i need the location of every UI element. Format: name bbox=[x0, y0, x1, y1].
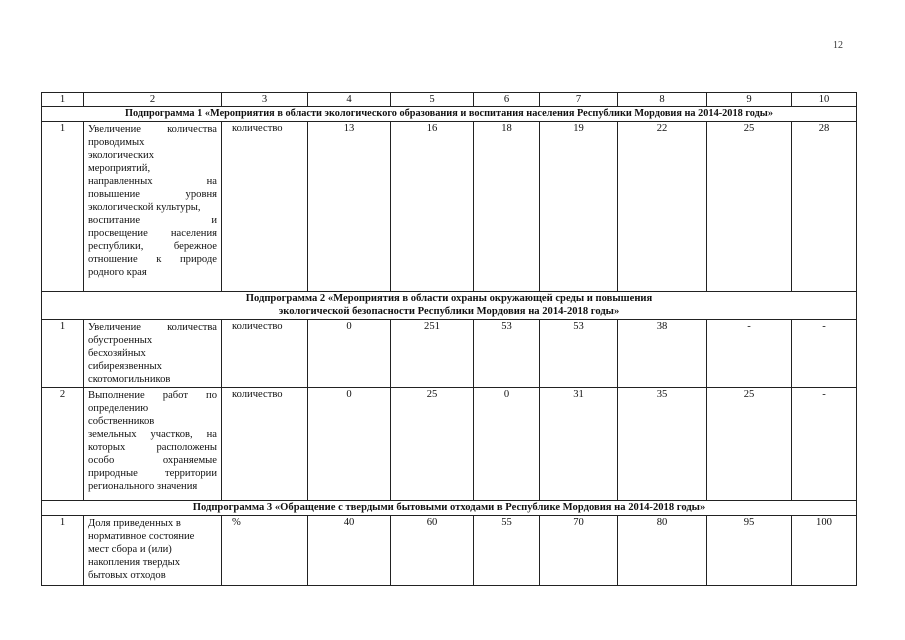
description-line: просвещение населения bbox=[88, 228, 217, 239]
row-number: 1 bbox=[42, 122, 84, 292]
description-line: Увеличение количества bbox=[88, 124, 217, 135]
table-row bbox=[42, 122, 857, 292]
value-cell: 95 bbox=[707, 516, 792, 586]
value-cell: 0 bbox=[308, 388, 391, 501]
value-cell: - bbox=[707, 320, 792, 388]
column-number: 6 bbox=[474, 93, 540, 107]
column-number: 2 bbox=[84, 93, 222, 107]
description-line: экологической культуры, bbox=[88, 202, 201, 213]
unit-of-measure: количество bbox=[222, 122, 308, 292]
column-number: 1 bbox=[42, 93, 84, 107]
description-line: Доля приведенных в bbox=[88, 518, 181, 529]
table-row bbox=[42, 388, 857, 501]
value-cell: 28 bbox=[792, 122, 857, 292]
indicator-description bbox=[84, 388, 222, 501]
row-number: 1 bbox=[42, 516, 84, 586]
column-number: 10 bbox=[792, 93, 857, 107]
value-cell: 100 bbox=[792, 516, 857, 586]
subprogram-2-header bbox=[42, 292, 857, 320]
description-line: скотомогильников bbox=[88, 374, 171, 385]
subprogram-1-header bbox=[42, 107, 857, 122]
value-cell: 70 bbox=[540, 516, 618, 586]
description-line: экологических bbox=[88, 150, 155, 161]
indicator-description bbox=[84, 122, 222, 292]
description-line: бесхозяйных bbox=[88, 348, 146, 359]
description-line: воспитание и bbox=[88, 215, 217, 226]
description-line: обустроенных bbox=[88, 335, 153, 346]
description-line: собственников bbox=[88, 416, 155, 427]
subprogram-title-line: экологической безопасности Республики Мордовия на 2014-2018 годы» bbox=[278, 306, 620, 317]
indicator-description bbox=[84, 516, 222, 586]
subprogram-3-header bbox=[42, 501, 857, 516]
value-cell: 25 bbox=[707, 122, 792, 292]
value-cell: 0 bbox=[474, 388, 540, 501]
description-line: отношение к природе bbox=[88, 254, 217, 265]
table-row bbox=[42, 320, 857, 388]
unit-of-measure: % bbox=[222, 516, 308, 586]
description-line: накопления твердых bbox=[88, 557, 181, 568]
column-number: 4 bbox=[308, 93, 391, 107]
description-line: мест сбора и (или) bbox=[88, 544, 172, 555]
value-cell: 38 bbox=[618, 320, 707, 388]
value-cell: 16 bbox=[391, 122, 474, 292]
column-number: 9 bbox=[707, 93, 792, 107]
column-number: 7 bbox=[540, 93, 618, 107]
description-line: природные территории bbox=[88, 468, 217, 479]
description-line: земельных участков, на bbox=[88, 429, 217, 440]
row-number: 1 bbox=[42, 320, 84, 388]
description-line: мероприятий, bbox=[88, 163, 151, 174]
description-line: нормативное состояние bbox=[88, 531, 195, 542]
subprogram-title: Подпрограмма 1 «Мероприятия в области экологического образования и воспитания населения Республики Мордовия на 2014-2018 годы» bbox=[42, 107, 857, 122]
description-line: которых расположены bbox=[88, 442, 217, 453]
value-cell: - bbox=[792, 320, 857, 388]
value-cell: - bbox=[792, 388, 857, 501]
value-cell: 60 bbox=[391, 516, 474, 586]
description-line: определению bbox=[88, 403, 149, 414]
description-line: повышение уровня bbox=[88, 189, 217, 200]
value-cell: 13 bbox=[308, 122, 391, 292]
subprogram-title: Подпрограмма 3 «Обращение с твердыми бытовыми отходами в Республике Мордовия на 2014-2018 годы» bbox=[42, 501, 857, 516]
description-line: особо охраняемые bbox=[88, 455, 217, 466]
value-cell: 40 bbox=[308, 516, 391, 586]
value-cell: 25 bbox=[391, 388, 474, 501]
value-cell: 53 bbox=[474, 320, 540, 388]
subprogram-title-line: Подпрограмма 2 «Мероприятия в области охраны окружающей среды и повышения bbox=[245, 293, 653, 304]
value-cell: 53 bbox=[540, 320, 618, 388]
row-number: 2 bbox=[42, 388, 84, 501]
description-line: республики, бережное bbox=[88, 241, 217, 252]
indicator-description bbox=[84, 320, 222, 388]
value-cell: 31 bbox=[540, 388, 618, 501]
value-cell: 0 bbox=[308, 320, 391, 388]
description-line: регионального значения bbox=[88, 481, 198, 492]
column-number: 5 bbox=[391, 93, 474, 107]
column-number-row bbox=[42, 93, 857, 107]
description-line: сибиреязвенных bbox=[88, 361, 162, 372]
description-line: родного края bbox=[88, 267, 147, 278]
value-cell: 80 bbox=[618, 516, 707, 586]
value-cell: 19 bbox=[540, 122, 618, 292]
value-cell: 35 bbox=[618, 388, 707, 501]
page-number: 12 bbox=[833, 40, 843, 51]
value-cell: 18 bbox=[474, 122, 540, 292]
unit-of-measure: количество bbox=[222, 320, 308, 388]
unit-of-measure: количество bbox=[222, 388, 308, 501]
description-line: проводимых bbox=[88, 137, 145, 148]
value-cell: 22 bbox=[618, 122, 707, 292]
indicators-table bbox=[41, 92, 857, 586]
subprogram-title bbox=[42, 292, 857, 320]
value-cell: 251 bbox=[391, 320, 474, 388]
description-line: Выполнение работ по bbox=[88, 390, 217, 401]
description-line: направленных на bbox=[88, 176, 217, 187]
column-number: 3 bbox=[222, 93, 308, 107]
description-line: Увеличение количества bbox=[88, 322, 217, 333]
value-cell: 25 bbox=[707, 388, 792, 501]
table-row bbox=[42, 516, 857, 586]
description-line: бытовых отходов bbox=[88, 570, 166, 581]
value-cell: 55 bbox=[474, 516, 540, 586]
column-number: 8 bbox=[618, 93, 707, 107]
